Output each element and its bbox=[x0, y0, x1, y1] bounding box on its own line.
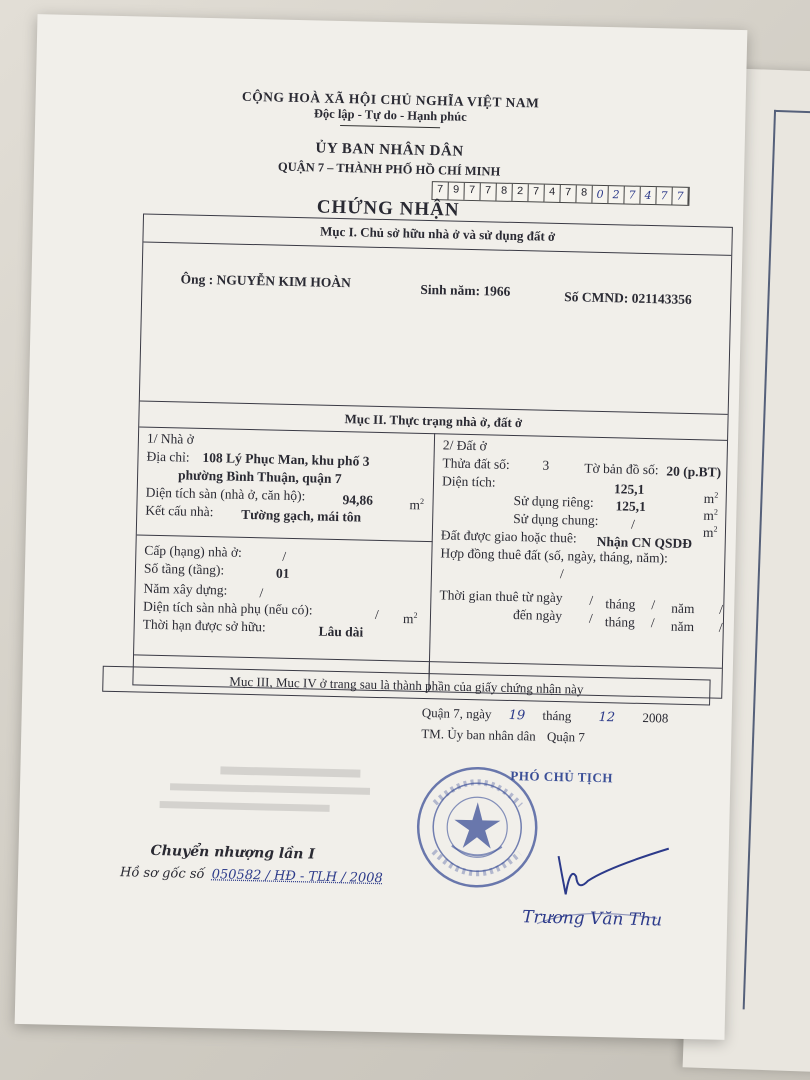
issue-month: 12 bbox=[598, 709, 616, 726]
floor-area-unit: $m^2$ bbox=[409, 496, 425, 513]
ownership-term-label: Thời hạn được sở hữu: bbox=[142, 616, 266, 635]
aux-area-label: Diện tích sàn nhà phụ (nếu có): bbox=[142, 598, 313, 618]
serial-digit: 7 bbox=[464, 183, 480, 200]
parcel-label: Thửa đất số: bbox=[442, 455, 510, 472]
address-line1: 108 Lý Phục Man, khu phố 3 bbox=[202, 449, 370, 469]
lease-to-day: / bbox=[588, 610, 593, 626]
lease-contract-label: Hợp đồng thuê đất (số, ngày, tháng, năm): bbox=[440, 545, 669, 566]
land-heading: 2/ Đất ở bbox=[442, 437, 487, 454]
dossier-label: Hồ sơ gốc số bbox=[119, 865, 205, 883]
private-use-label: Sử dụng riêng: bbox=[513, 493, 594, 510]
grade-value: / bbox=[282, 548, 287, 564]
signer-position: PHÓ CHỦ TỊCH bbox=[510, 768, 614, 786]
national-motto: Độc lập - Tự do - Hạnh phúc bbox=[313, 106, 467, 124]
house-heading: 1/ Nhà ở bbox=[146, 430, 195, 447]
lease-from-label: Thời gian thuê từ ngày bbox=[439, 587, 563, 606]
shared-use-unit: $m^2$ bbox=[702, 524, 718, 541]
lease-to-year: / bbox=[718, 619, 723, 635]
serial-digit: 7 bbox=[528, 184, 544, 201]
built-year-value: / bbox=[259, 585, 264, 601]
issue-month-label: tháng bbox=[542, 707, 572, 724]
serial-digit: 7 bbox=[560, 185, 576, 202]
serial-digit: 8 bbox=[576, 185, 592, 202]
owner-id-number: Số CMND: 021143356 bbox=[564, 289, 692, 307]
serial-digit: 7 bbox=[432, 182, 448, 199]
section2-column-divider bbox=[428, 433, 435, 691]
house-subdivider bbox=[137, 534, 433, 542]
land-area-unit: $m^2$ bbox=[703, 490, 719, 507]
lease-from-day: / bbox=[589, 592, 594, 608]
dossier-value: 050582 / HĐ - TLH / 2008 bbox=[211, 867, 383, 887]
shared-use-value: / bbox=[630, 516, 636, 532]
serial-digit: 9 bbox=[448, 182, 464, 199]
issuing-committee: ỦY BAN NHÂN DÂN bbox=[315, 140, 464, 160]
shared-use-label: Sử dụng chung: bbox=[513, 510, 599, 528]
serial-digit: 4 bbox=[544, 185, 560, 202]
district-handwritten: Quận 7 bbox=[546, 728, 586, 745]
serial-digit-handwritten: 4 bbox=[640, 187, 656, 204]
lease-to-label: đến ngày bbox=[512, 607, 563, 624]
address-line2: phường Bình Thuận, quận 7 bbox=[177, 467, 342, 487]
certificate-document bbox=[15, 14, 748, 1040]
place-date-line bbox=[422, 705, 669, 727]
serial-digit-handwritten: 0 bbox=[592, 186, 608, 203]
issuing-district: QUẬN 7 – THÀNH PHỐ HỒ CHÍ MINH bbox=[277, 159, 501, 179]
lease-to-month: / bbox=[650, 615, 655, 631]
land-area-value: 125,1 bbox=[613, 481, 645, 497]
lease-from-year-label: năm bbox=[671, 600, 695, 617]
serial-digit: 8 bbox=[496, 184, 512, 201]
serial-digit-handwritten: 2 bbox=[608, 186, 624, 203]
floor-area-label: Diện tích sàn (nhà ở, căn hộ): bbox=[145, 484, 306, 504]
lease-to-month-label: tháng bbox=[604, 614, 636, 630]
map-sheet-value: 20 (p.BT) bbox=[666, 463, 722, 480]
certificate-frame bbox=[132, 214, 733, 699]
issue-year: 2008 bbox=[642, 709, 669, 726]
allocation-label: Đất được giao hoặc thuê: bbox=[440, 527, 577, 546]
owner-birth-year: Sinh năm: 1966 bbox=[420, 281, 511, 299]
signer-name: Trương Văn Thu bbox=[521, 907, 663, 931]
floors-label: Số tầng (tầng): bbox=[143, 560, 225, 578]
serial-digit: 7 bbox=[480, 183, 496, 200]
bleed-through-text bbox=[149, 757, 410, 823]
lease-from-month-label: tháng bbox=[605, 596, 636, 612]
serial-digit-handwritten: 7 bbox=[624, 186, 640, 203]
serial-digit-handwritten: 7 bbox=[656, 187, 672, 204]
adjacent-page-border-top bbox=[774, 110, 810, 115]
lease-from-year: / bbox=[719, 601, 724, 617]
parcel-value: 3 bbox=[542, 457, 550, 473]
owner-name: Ông : NGUYỄN KIM HOÀN bbox=[180, 271, 351, 291]
on-behalf-label: TM. Ủy ban nhân dân bbox=[421, 725, 536, 744]
transfer-note: Chuyển nhượng lần I bbox=[150, 842, 316, 863]
place-date-prefix: Quận 7, ngày bbox=[421, 704, 492, 722]
floor-area-value: 94,86 bbox=[342, 492, 374, 508]
serial-digit-handwritten: 7 bbox=[672, 188, 688, 205]
national-title: CỘNG HOÀ XÃ HỘI CHỦ NGHĨA VIỆT NAM bbox=[241, 88, 540, 111]
issue-day: 19 bbox=[508, 707, 526, 724]
map-sheet-label: Tờ bản đồ số: bbox=[584, 460, 659, 478]
allocation-value: Nhận CN QSDĐ bbox=[596, 533, 693, 552]
built-year-label: Năm xây dựng: bbox=[143, 580, 228, 598]
section3-note: Mục III, Mục IV ở trang sau là thành phần của giấy chứng nhận này bbox=[102, 666, 710, 706]
structure-label: Kết cấu nhà: bbox=[145, 502, 214, 520]
dossier-line bbox=[120, 864, 383, 886]
lease-from-month: / bbox=[651, 597, 656, 613]
motto-underline bbox=[340, 125, 440, 128]
private-use-value: 125,1 bbox=[615, 498, 647, 515]
handwritten-signature bbox=[517, 835, 679, 949]
lease-to-year-label: năm bbox=[670, 618, 695, 635]
private-use-unit: $m^2$ bbox=[703, 507, 719, 524]
structure-value: Tường gạch, mái tôn bbox=[241, 506, 362, 525]
land-area-label: Diện tích: bbox=[441, 473, 496, 490]
aux-area-unit: $m^2$ bbox=[402, 610, 418, 627]
section1-title: Mục I. Chủ sở hữu nhà ở và sử dụng đất ở bbox=[319, 223, 556, 244]
ownership-term-value: Lâu dài bbox=[318, 623, 364, 640]
section2-title: Mục II. Thực trạng nhà ở, đất ở bbox=[344, 411, 523, 431]
adjacent-page-border bbox=[743, 110, 776, 1010]
aux-area-value: / bbox=[374, 606, 379, 622]
floors-value: 01 bbox=[275, 565, 290, 581]
grade-label: Cấp (hạng) nhà ở: bbox=[144, 542, 243, 560]
on-behalf-line bbox=[421, 726, 585, 746]
serial-digit: 2 bbox=[512, 184, 528, 201]
lease-contract-value: / bbox=[559, 566, 564, 582]
address-label: Địa chỉ: bbox=[146, 448, 190, 465]
certificate-title: CHỨNG NHẬN bbox=[316, 196, 460, 221]
